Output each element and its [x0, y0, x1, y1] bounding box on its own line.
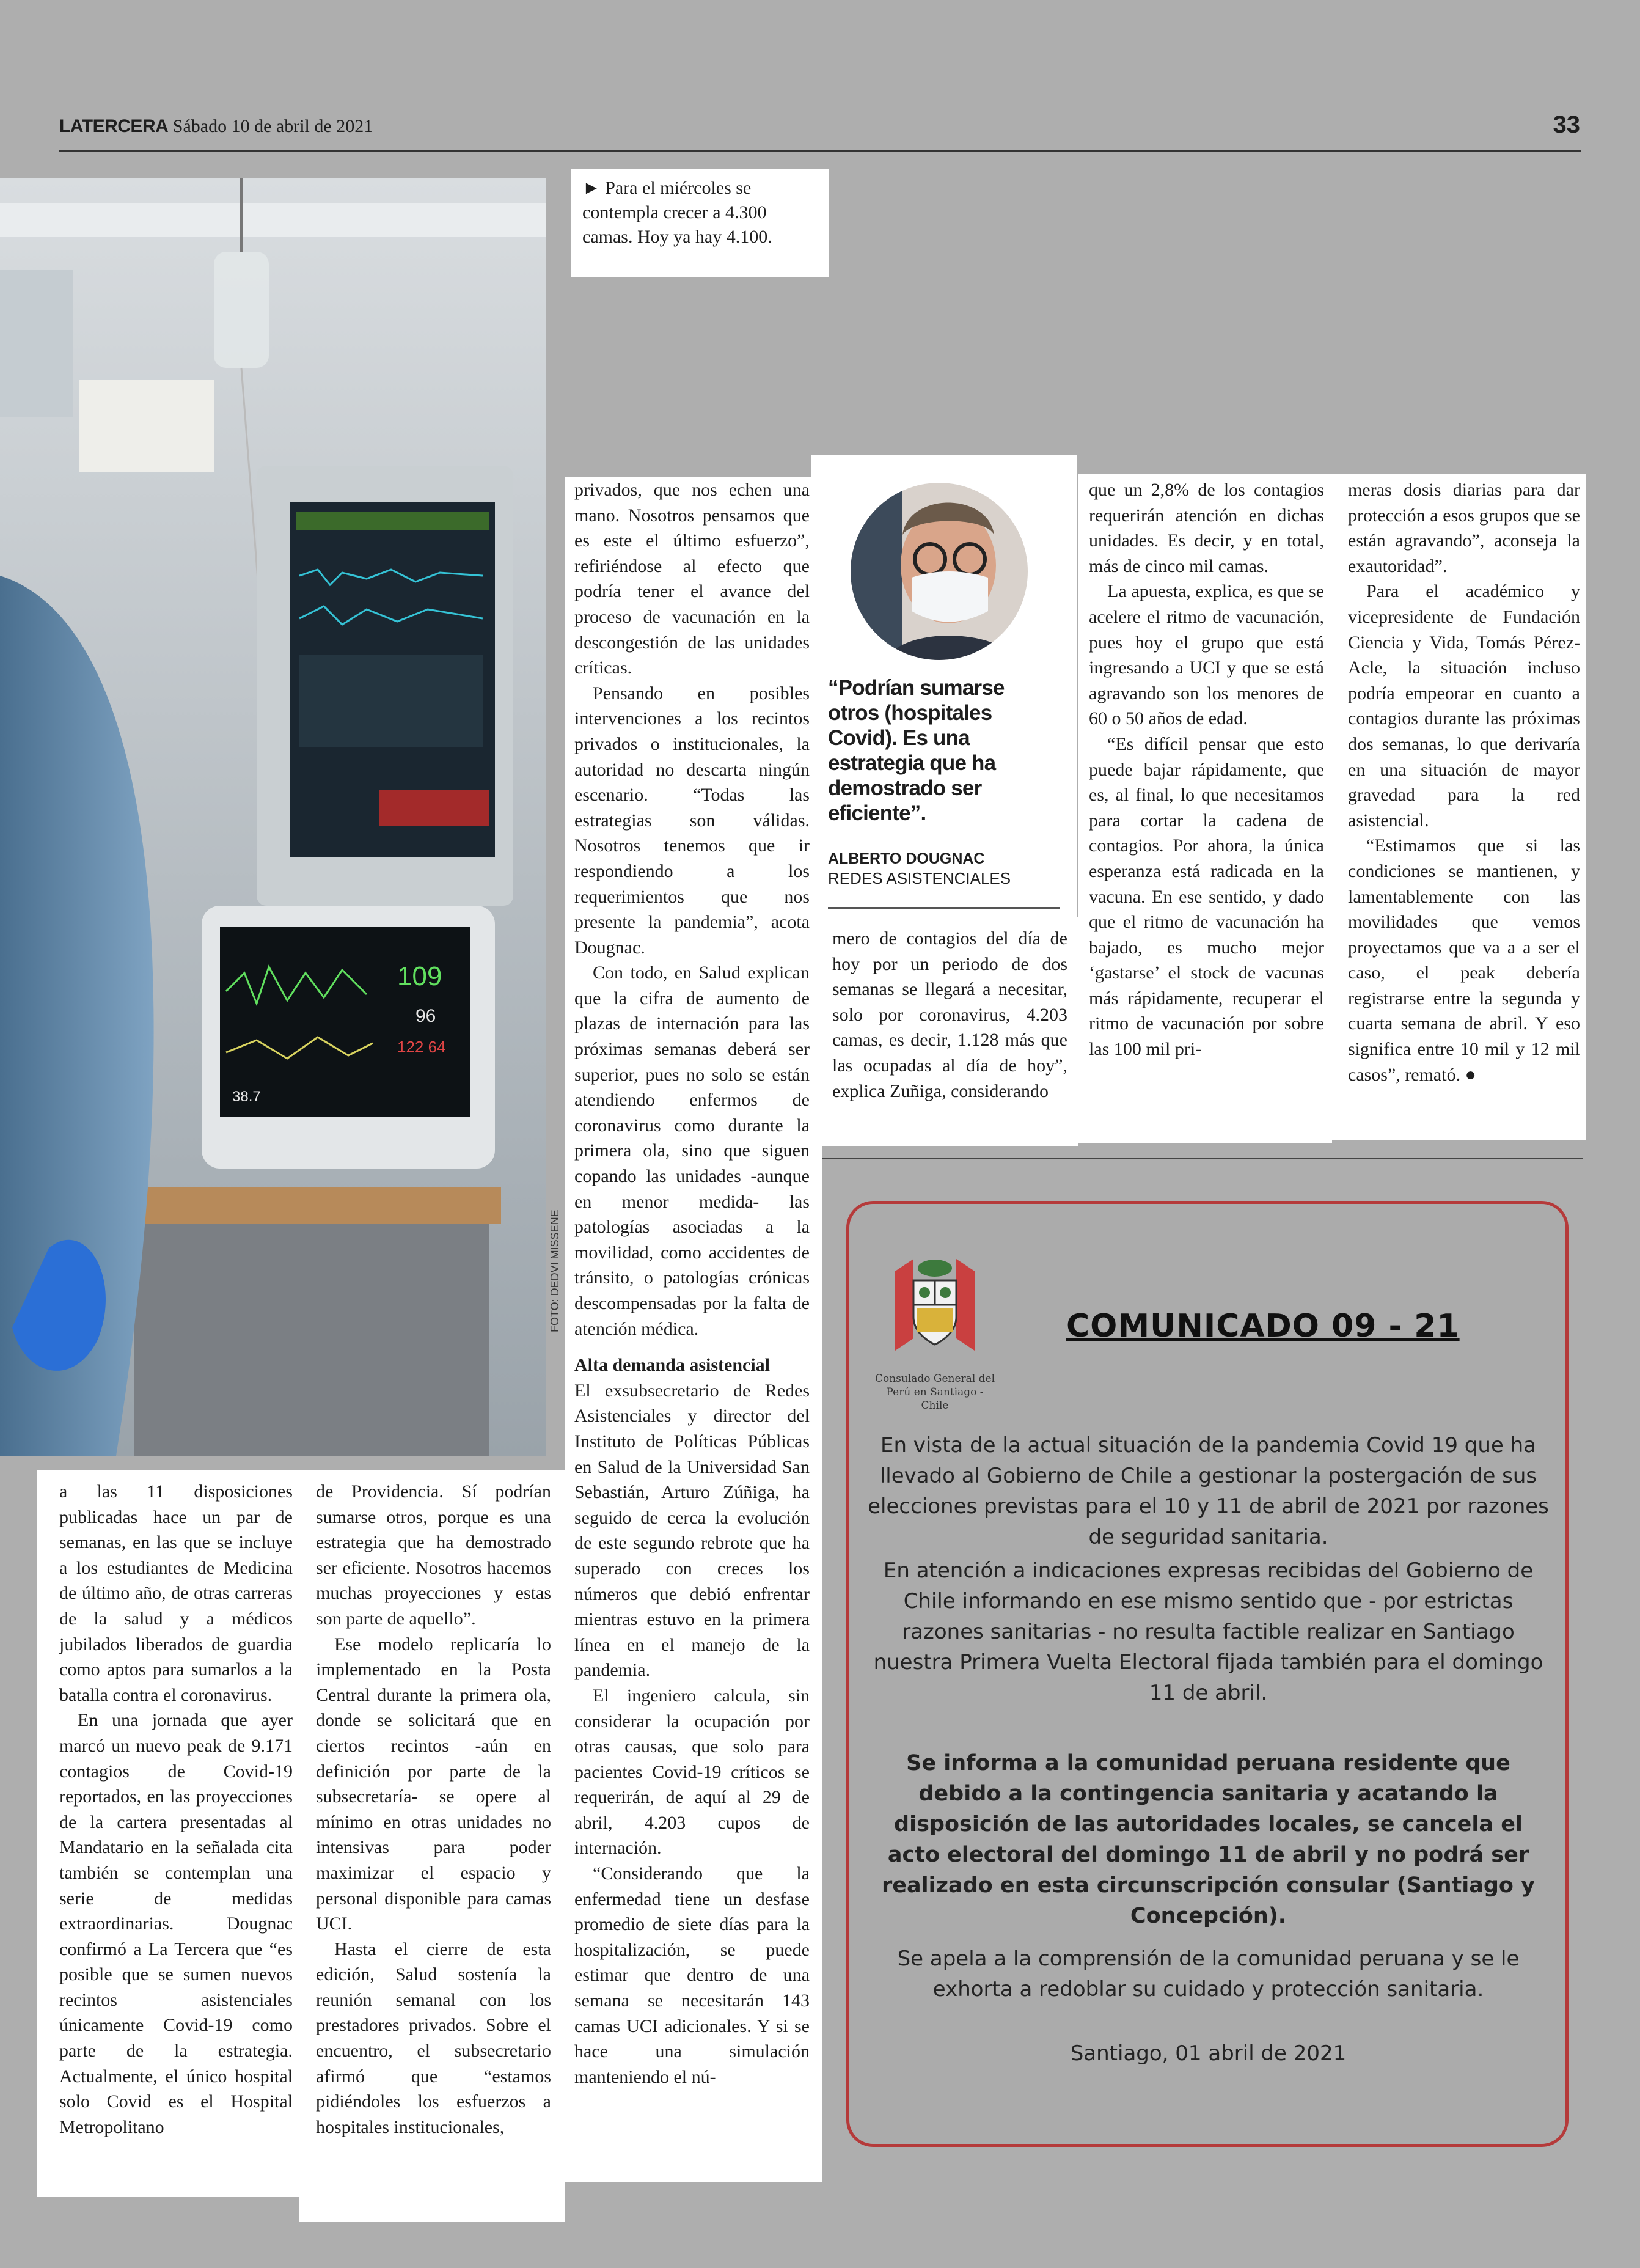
- article-paragraph: La apuesta, explica, es que se acelere el ritmo de vacunación, pues hoy el grupo que está ingresando a UCI y que se está agravando son los menores de 60 o 50 años de edad.: [1089, 581, 1324, 729]
- article-paragraph: El exsubsecretario de Redes Asistenciales y director del Instituto de Políticas Públicas en Salud de la Universidad San Sebastián, Arturo Zúñiga, ha seguido de cerca la evolución de este segundo rebrote que ha superado con creces los números que debió enfrentar mientras estuvo en la primera línea en el manejo de la pandemia.: [574, 1380, 810, 1681]
- article-paragraph: Con todo, en Salud explican que la cifra de aumento de plazas de internación para las próximas semanas deberá ser superior, pues no solo se están atendiendo enfermos de coronavirus como durante la primera ola, sino que siguen copando las unidades -aunque en menor medida- las patologías asociadas a la movilidad, como accidentes de tránsito, o patologías crónicas descompensadas por la falta de atención médica.: [574, 963, 810, 1339]
- heart-rate-reading: 109: [397, 961, 442, 991]
- page-header: [59, 116, 373, 137]
- quote-author-role: REDES ASISTENCIALES: [828, 869, 1011, 887]
- section-divider: [822, 1158, 1583, 1159]
- article-paragraph: El ingeniero calcula, sin considerar la ocupación por otras causas, que solo para pacientes Covid-19 críticos se requerirán, de aquí al 29 de abril, 4.203 cupos de internación.: [574, 1685, 810, 1859]
- article-paragraph: que un 2,8% de los contagios requerirán atención en dichas unidades. Es decir, y en total, más de cinco mil camas.: [1089, 480, 1324, 576]
- notice-paragraph-2: En atención a indicaciones expresas recibidas del Gobierno de Chile informando en ese mismo sentido que - por estrictas razones sanitarias - no resulta factible realizar en Santiago nuestra Primera Vuelta Electoral fijada también para el domingo 11 de abril.: [873, 1558, 1543, 1705]
- article-paragraph: privados, que nos echen una mano. Nosotros pensamos que es este el último esfuerzo”, refiriéndose al efecto que podría tener el avance del proceso de vacunación en la descongestión de las unidades críticas.: [574, 480, 810, 678]
- article-paragraph: meras dosis diarias para dar protección a esos grupos que se están agravando”, aconseja la exautoridad”.: [1348, 480, 1580, 576]
- notice-paragraph-1: En vista de la actual situación de la pandemia Covid 19 que ha llevado al Gobierno de Chile a gestionar la postergación de sus elecciones previstas para el 10 y 11 de abril de 2021 por razones de seguridad sanitaria.: [868, 1433, 1549, 1549]
- header-rule: [59, 150, 1581, 152]
- right-column-a: [1089, 477, 1324, 1062]
- article-paragraph: de Providencia. Sí podrían sumarse otros, porque es una estrategia que ha demostrado ser eficiente. Nosotros hacemos muchas proyecciones y estas son parte de aquello”.: [316, 1481, 551, 1629]
- blood-pressure-reading: 122 64: [397, 1038, 446, 1056]
- quote-rule: [828, 907, 1060, 909]
- temperature-reading: 38.7: [232, 1088, 261, 1105]
- article-paragraph: Pensando en posibles intervenciones a los recintos privados o institucionales, la autoridad no descarta ningún escenario. “Todas las estrategias son válidas. Nosotros tenemos que ir respondiendo a los requerimientos que nos presente la pandemia”, acota Dougnac.: [574, 683, 810, 958]
- peru-coat-of-arms-icon: [889, 1247, 981, 1363]
- article-paragraph: mero de contagios del día de hoy por un periodo de dos semanas se llegará a necesitar, solo por coronavirus, 4.203 camas, es decir, 1.128 más que las ocupadas al día de hoy”, explica Zuñiga, considerando: [832, 928, 1067, 1101]
- bottom-left-column-a: [59, 1479, 293, 2140]
- alberto-dougnac-portrait: [847, 480, 1031, 663]
- bottom-left-column-b: [316, 1479, 551, 2140]
- spo2-reading: 96: [415, 1006, 436, 1026]
- notice-paragraph-3: Se informa a la comunidad peruana residente que debido a la contingencia sanitaria y acatando la disposición de las autoridades locales, se cancela el acto electoral del domingo 11 de abril y no podrá ser realizado en esta circunscripción consular (Santiago y Concepción).: [882, 1751, 1535, 1928]
- hospital-monitor-photo: [0, 178, 546, 1456]
- article-paragraph: “Considerando que la enfermedad tiene un desfase promedio de siete días para la hospitalización, se puede estimar que dentro de una semana se necesitarán 143 camas UCI adicionales. Y si se hace una simulación manteniendo el nú-: [574, 1863, 810, 2087]
- under-quote-column: [832, 926, 1067, 1104]
- photo-credit: FOTO: DEDVI MISSENE: [549, 1209, 561, 1332]
- notice-signoff: Santiago, 01 abril de 2021: [1070, 2041, 1347, 2066]
- article-paragraph: Ese modelo replicaría lo implementado en la Posta Central durante la primera ola, donde se solicitará que en ciertos recintos -aún en definición por parte de la subsecretaría- se opere al mínimo en otras unidades no intensivas para poder maximizar el espacio y personal disponible para camas UCI.: [316, 1634, 551, 1934]
- article-paragraph: Para el académico y vicepresidente de Fundación Ciencia y Vida, Tomás Pérez-Acle, la situación incluso podría empeorar en cuanto a contagios durante las próximas dos semanas, lo que derivaría en una situación de mayor gravedad para la red asistencial.: [1348, 581, 1580, 831]
- pull-quote-text: “Podrían sumarse otros (hospitales Covid). Es una estrategia que ha demostrado ser eficiente”.: [828, 676, 1005, 825]
- notice-paragraph-4: Se apela a la comprensión de la comunidad peruana y se le exhorta a redoblar su cuidado y protección sanitaria.: [897, 1947, 1520, 2002]
- article-paragraph: En una jornada que ayer marcó un nuevo peak de 9.171 contagios de Covid-19 reportados, en las proyecciones de la cartera presentadas al Mandatario en la señalada cita también se contemplan una serie de medidas extraordinarias. Dougnac confirmó a La Tercera que “es posible que se sumen nuevos recintos asistenciales únicamente Covid-19 como parte de la estrategia. Actualmente, el único hospital solo Covid es el Hospital Metropolitano: [59, 1710, 293, 2137]
- article-paragraph: “Estimamos que si las condiciones se mantienen, y lamentablemente con las movilidades que vemos proyectamos que va a a ser el caso, el peak debería registrarse entre la segunda y cuarta semana de abril. Y eso significa entre 10 mil y 12 mil casos”, remató. ●: [1348, 835, 1580, 1085]
- article-paragraph: Hasta el cierre de esta edición, Salud sostenía la reunión semanal con los prestadores privados. Sobre el encuentro, el subsecretario afirmó que “estamos pidiéndoles los esfuerzos a hospitales institucionales,: [316, 1939, 551, 2137]
- article-paragraph: a las 11 disposiciones publicadas hace un par de semanas, en las que se incluye a los estudiantes de Medicina de último año, de otras carreras de la salud y a médicos jubilados liberados de guardia como aptos para sumarlos a la batalla contra el coronavirus.: [59, 1481, 293, 1705]
- consulate-name: Consulado General del Perú en Santiago - Chile: [874, 1373, 995, 1412]
- newspaper-name: LATERCERA: [59, 116, 169, 136]
- article-paragraph: “Es difícil pensar que esto puede bajar rápidamente, que es, al final, lo que necesitamos para cortar la cadena de contagios. Por ahora, la única esperanza está radicada en la vacuna. En ese sentido, y dado que el ritmo de vacunación ha bajado, es mucho mejor ‘gastarse’ el stock de vacunas más rápidamente, recuperar el ritmo de vacunación por sobre las 100 mil pri-: [1089, 733, 1324, 1060]
- section-subhead: Alta demanda asistencial: [574, 1355, 771, 1376]
- photo-illustration: [0, 178, 546, 1456]
- page-number: 33: [1553, 111, 1580, 138]
- issue-date: Sábado 10 de abril de 2021: [172, 116, 373, 136]
- quote-author-name: ALBERTO DOUGNAC: [828, 850, 985, 867]
- right-column-b: [1348, 477, 1580, 1087]
- notice-title: COMUNICADO 09 - 21: [1066, 1308, 1460, 1345]
- center-column: [574, 477, 810, 2090]
- photo-caption: ► Para el miércoles se contempla crecer a 4.300 camas. Hoy ya hay 4.100.: [571, 169, 829, 277]
